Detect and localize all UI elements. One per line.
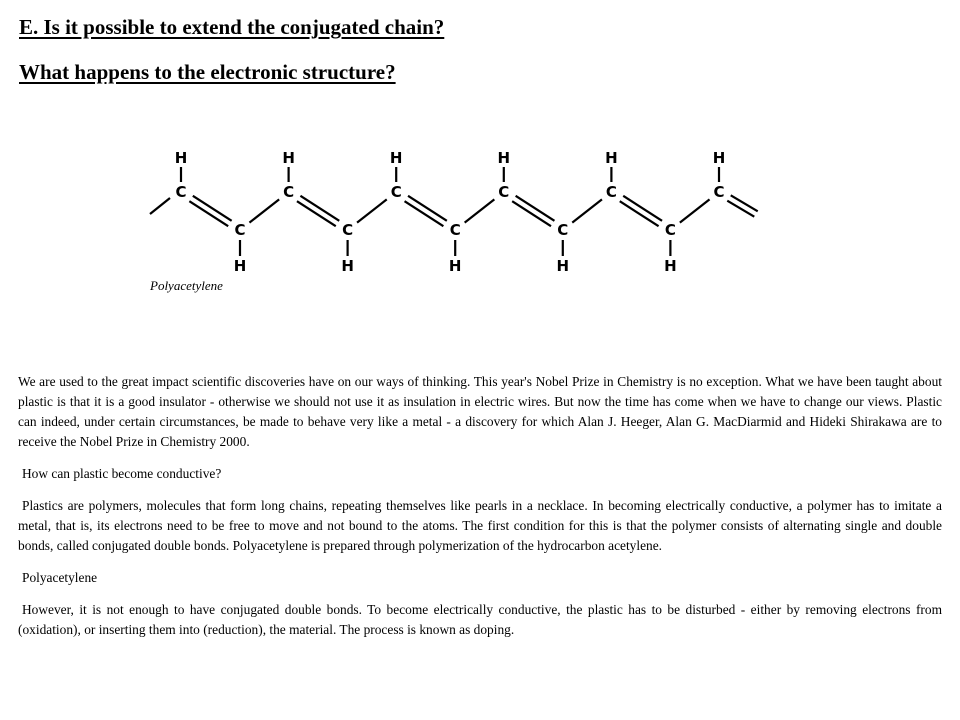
single-bond-cc-1 (249, 199, 279, 222)
hydrogen-atom-upper-1: H (174, 149, 188, 167)
double-bond-cc-trailing-a (727, 201, 754, 217)
double-bond-cc-trailing-b (731, 195, 758, 211)
single-bond-cc-leading (150, 198, 170, 214)
hydrogen-atom-upper-6: H (712, 149, 726, 167)
hydrogen-atom-lower-5: H (664, 257, 677, 275)
paragraph-polymers: Plastics are polymers, molecules that form long chains, repeating themselves like pearls in a necklace. In becoming electrically conductive, a polymer has to imitate a metal, that is, its electrons need to be free to move and not bound to the atoms. The first condition for this is that the polymer consists of alternating single and double bonds, called conjugated double bonds. Polyacetylene is prepared through polymerization of the hydrocarbon acetylene. (18, 498, 942, 553)
single-bond-cc-5 (680, 199, 710, 222)
paragraph-intro: We are used to the great impact scientific discoveries have on our ways of thinking. This year's Nobel Prize in Chemistry is no exception. What we have been taught about plastic is that it is a good insulator - otherwise we should not use it as insulation in electric wires. But now the time has come when we have to change our views. Plastic can indeed, under certain circumstances, be made to behave very like a metal - a discovery for which Alan J. Heeger, Alan G. MacDiarmid and Hideki Shirakawa are to receive the Nobel Prize in Chemistry 2000. (18, 374, 942, 449)
paragraph-doping: However, it is not enough to have conjugated double bonds. To become electrically conductive, the plastic has to be disturbed - either by removing electrons from (oxidation), or inserting them into (reduction), the material. The process is known as doping. (18, 602, 942, 637)
hydrogen-atom-lower-3: H (448, 257, 462, 275)
carbon-atom-lower-4: C (557, 221, 569, 239)
paragraph-polyacetylene-label: Polyacetylene (22, 570, 98, 585)
figure-caption: Polyacetylene (150, 278, 223, 293)
hydrogen-atom-upper-5: H (605, 149, 618, 167)
carbon-atom-lower-1: C (234, 221, 246, 239)
carbon-atom-lower-5: C (664, 221, 676, 239)
article-body (18, 372, 942, 652)
hydrogen-atom-upper-2: H (282, 149, 295, 167)
carbon-atom-upper-1: C (175, 183, 187, 201)
carbon-atom-upper-5: C (605, 183, 617, 201)
hydrogen-atom-lower-2: H (341, 257, 354, 275)
single-bond-cc-2 (357, 199, 387, 222)
single-bond-cc-4 (572, 199, 602, 222)
chemical-bonds (150, 167, 758, 256)
hydrogen-atom-upper-4: H (497, 149, 511, 167)
carbon-atom-lower-2: C (342, 221, 354, 239)
heading-question-electronic-structure: What happens to the electronic structure? (19, 60, 396, 84)
heading-question-extend-chain: E. Is it possible to extend the conjugated chain? (19, 15, 445, 39)
carbon-atom-upper-6: C (713, 183, 725, 201)
chemical-atoms (175, 149, 726, 275)
polyacetylene-structure-diagram (148, 148, 760, 278)
carbon-atom-upper-3: C (390, 183, 402, 201)
single-bond-cc-3 (465, 199, 495, 222)
hydrogen-atom-lower-4: H (556, 257, 570, 275)
paragraph-question: How can plastic become conductive? (22, 466, 222, 481)
carbon-atom-upper-2: C (283, 183, 295, 201)
carbon-atom-upper-4: C (498, 183, 510, 201)
carbon-atom-lower-3: C (449, 221, 461, 239)
hydrogen-atom-lower-1: H (233, 257, 247, 275)
hydrogen-atom-upper-3: H (389, 149, 403, 167)
